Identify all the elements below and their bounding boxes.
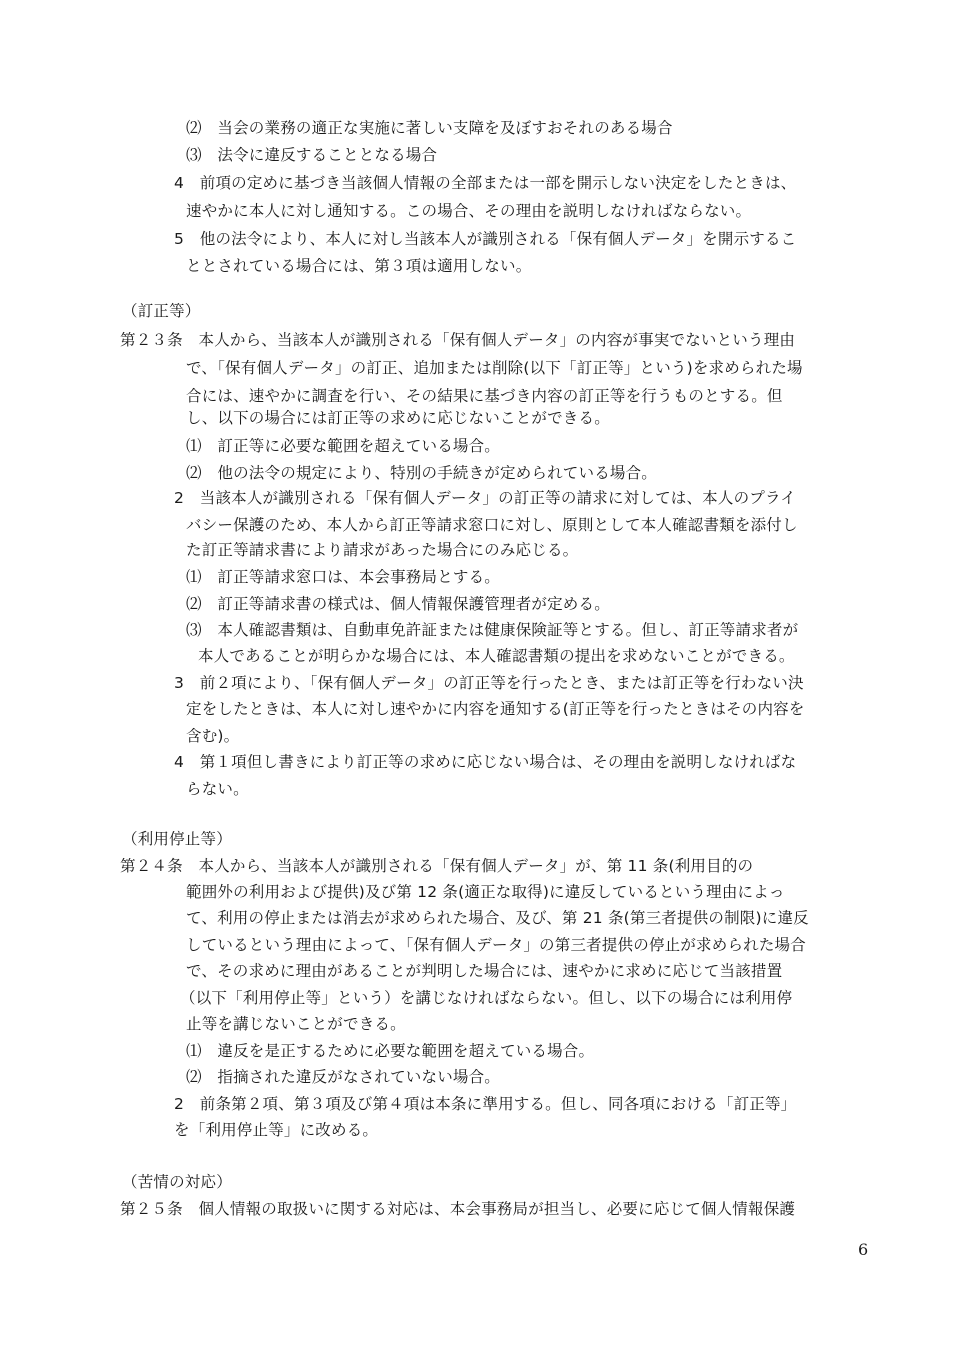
text-line: ⑶ 法令に違反することとなる場合 [186,146,438,164]
text-line: 止等を講じないことができる。 [186,1015,406,1033]
text-line: 本人であることが明らかな場合には、本人確認書類の提出を求めないことができる。 [198,647,795,665]
text-line: て、利用の停止または消去が求められた場合、及び、第 21 条(第三者提供の制限)に違反 [186,909,809,927]
text-line: ⑴ 違反を是正するために必要な範囲を超えている場合。 [186,1042,595,1060]
text-line: 定をしたときは、本人に対し速やかに内容を通知する(訂正等を行ったときはその内容を [186,700,805,718]
text-line: ⑵ 訂正等請求書の様式は、個人情報保護管理者が定める。 [186,595,610,613]
text-line: ⑶ 本人確認書類は、自動車免許証または健康保険証等とする。但し、訂正等請求者が [186,621,799,639]
text-line: 5 他の法令により、本人に対し当該本人が識別される「保有個人データ」を開示するこ [174,230,797,248]
text-line: 2 当該本人が識別される「保有個人データ」の訂正等の請求に対しては、本人のプライ [174,489,796,507]
text-line: 範囲外の利用および提供)及び第 12 条(適正な取得)に違反しているという理由によっ [186,883,785,901]
text-line: を「利用停止等」に改める。 [174,1121,379,1139]
text-line: ⑴ 訂正等に必要な範囲を超えている場合。 [186,437,501,455]
text-line: ⑴ 訂正等請求窓口は、本会事務局とする。 [186,568,501,586]
text-line: 2 前条第２項、第３項及び第４項は本条に準用する。但し、同各項における「訂正等」 [174,1095,797,1113]
text-line: し、以下の場合には訂正等の求めに応じないことができる。 [186,409,610,427]
text-line: で、その求めに理由があることが判明した場合には、速やかに求めに応じて当該措置 [186,962,783,980]
text-line: しているという理由によって、「保有個人データ」の第三者提供の停止が求められた場合 [186,936,806,954]
text-line: 3 前２項により、「保有個人データ」の訂正等を行ったとき、または訂正等を行わない決 [174,674,804,692]
text-line: 4 前項の定めに基づき当該個人情報の全部または一部を開示しない決定をしたときは、 [174,174,797,192]
text-line: ととされている場合には、第３項は適用しない。 [186,257,532,275]
article-line: 第２５条 個人情報の取扱いに関する対応は、本会事務局が担当し、必要に応じて個人情報保護 [120,1200,796,1218]
section-heading: （訂正等） [122,302,201,320]
text-line: 合には、速やかに調査を行い、その結果に基づき内容の訂正等を行うものとする。但 [186,387,783,405]
text-line: バシー保護のため、本人から訂正等請求窓口に対し、原則として本人確認書類を添付し [186,516,798,534]
article-line: 第２３条 本人から、当該本人が識別される「保有個人データ」の内容が事実でないという理由 [120,331,796,349]
text-line: た訂正等請求書により請求があった場合にのみ応じる。 [186,541,579,559]
section-heading: （苦情の対応） [122,1173,232,1191]
text-line: 4 第１項但し書きにより訂正等の求めに応じない場合は、その理由を説明しなければな [174,753,797,771]
text-line: ⑵ 当会の業務の適正な実施に著しい支障を及ぼすおそれのある場合 [186,119,673,137]
text-line: 含む)。 [186,727,240,745]
text-line: ⑵ 指摘された違反がなされていない場合。 [186,1068,501,1086]
text-line: で、「保有個人データ」の訂正、追加または削除(以下「訂正等」という)を求められた場 [186,359,803,377]
text-line: 速やかに本人に対し通知する。この場合、その理由を説明しなければならない。 [186,202,752,220]
text-line: （以下「利用停止等」という）を講じなければならない。但し、以下の場合には利用停 [180,989,793,1007]
section-heading: （利用停止等） [122,830,232,848]
text-line: らない。 [186,780,249,798]
article-line: 第２４条 本人から、当該本人が識別される「保有個人データ」が、第 11 条(利用目的の [120,857,754,875]
text-line: ⑵ 他の法令の規定により、特別の手続きが定められている場合。 [186,464,658,482]
page-number: 6 [858,1240,869,1259]
